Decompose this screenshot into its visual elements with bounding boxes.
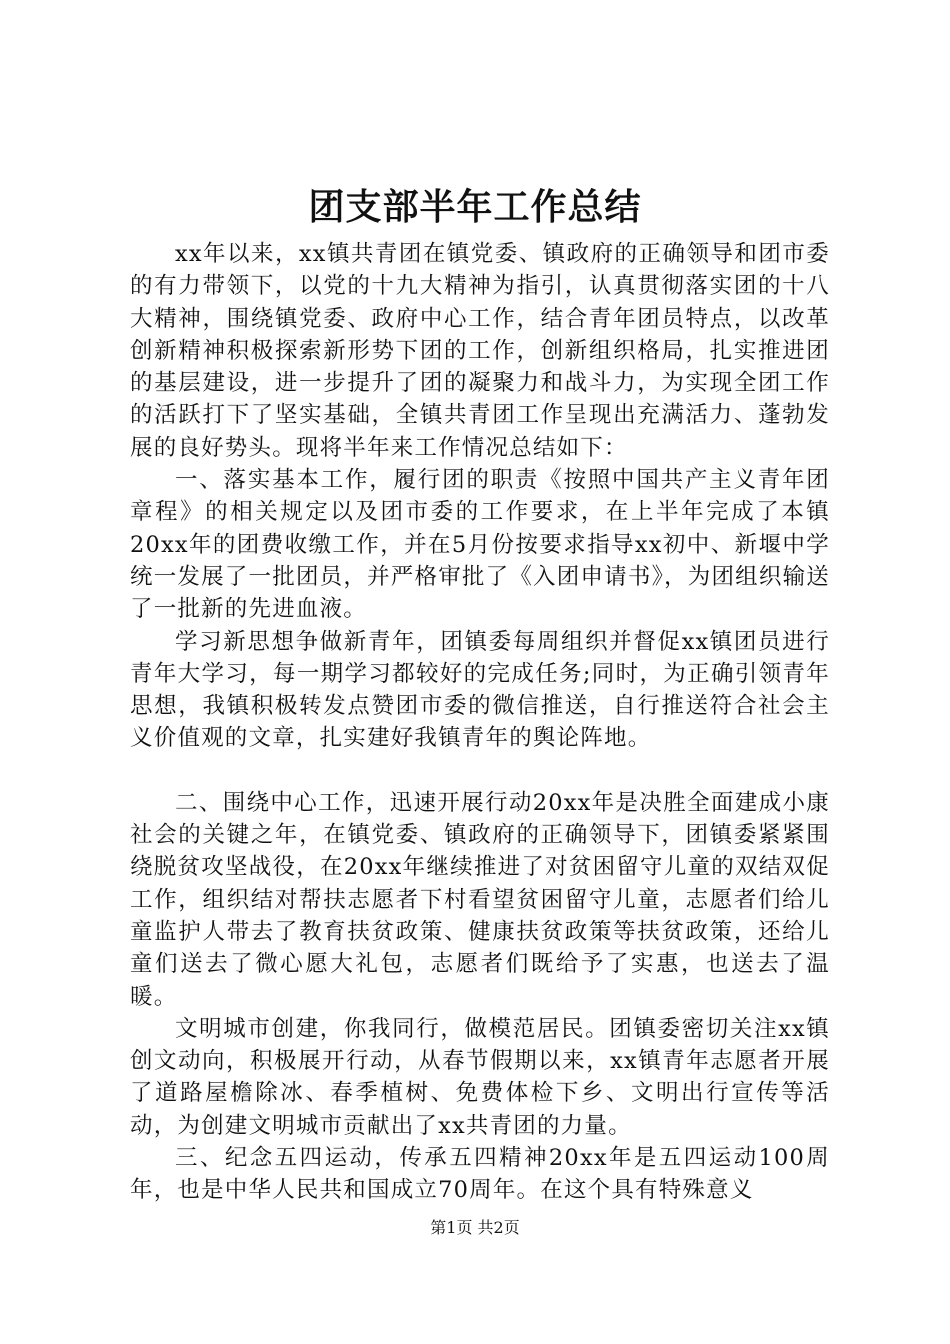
paragraph-study: 学习新思想争做新青年，团镇委每周组织并督促xx镇团员进行青年大学习，每一期学习都较好的完成任务;同时，为正确引领青年思想，我镇积极转发点赞团市委的微信推送，自行推送符合社会主义价值观的文章，扎实建好我镇青年的舆论阵地。 <box>130 628 830 752</box>
paragraph-section-three: 三、纪念五四运动，传承五四精神20xx年是五四运动100周年，也是中华人民共和国成立70周年。在这个具有特殊意义 <box>130 1145 830 1204</box>
paragraph-intro: xx年以来，xx镇共青团在镇党委、镇政府的正确领导和团市委的有力带领下，以党的十九大精神为指引，认真贯彻落实团的十八大精神，围绕镇党委、政府中心工作，结合青年团员特点，以改革创新精神积极探索新形势下团的工作，创新组织格局，扎实推进团的基层建设，进一步提升了团的凝聚力和战斗力，为实现全团工作的活跃打下了坚实基础，全镇共青团工作呈现出充满活力、蓬勃发展的良好势头。现将半年来工作情况总结如下： <box>130 241 830 461</box>
paragraph-section-two: 二、围绕中心工作，迅速开展行动20xx年是决胜全面建成小康社会的关键之年，在镇党委、镇政府的正确领导下，团镇委紧紧围绕脱贫攻坚战役，在20xx年继续推进了对贫困留守儿童的双结双促工作，组织结对帮扶志愿者下村看望贫困留守儿童，志愿者们给儿童监护人带去了教育扶贫政策、健康扶贫政策等扶贫政策，还给儿童们送去了微心愿大礼包，志愿者们既给予了实惠，也送去了温暖。 <box>130 789 830 1010</box>
document-body <box>130 238 830 1207</box>
page-number: 第1页 共2页 <box>430 1218 520 1237</box>
paragraph-section-one: 一、落实基本工作，履行团的职责《按照中国共产主义青年团章程》的相关规定以及团市委的工作要求，在上半年完成了本镇20xx年的团费收缴工作，并在5月份按要求指导xx初中、新堰中学统一发展了一批团员，并严格审批了《入团申请书》，为团组织输送了一批新的先进血液。 <box>130 467 830 623</box>
document-title: 团支部半年工作总结 <box>308 186 642 228</box>
paragraph-civilized-city: 文明城市创建，你我同行，做模范居民。团镇委密切关注xx镇创文动向，积极展开行动，从春节假期以来，xx镇青年志愿者开展了道路屋檐除冰、春季植树、免费体检下乡、文明出行宣传等活动，为创建文明城市贡献出了xx共青团的力量。 <box>130 1015 830 1139</box>
